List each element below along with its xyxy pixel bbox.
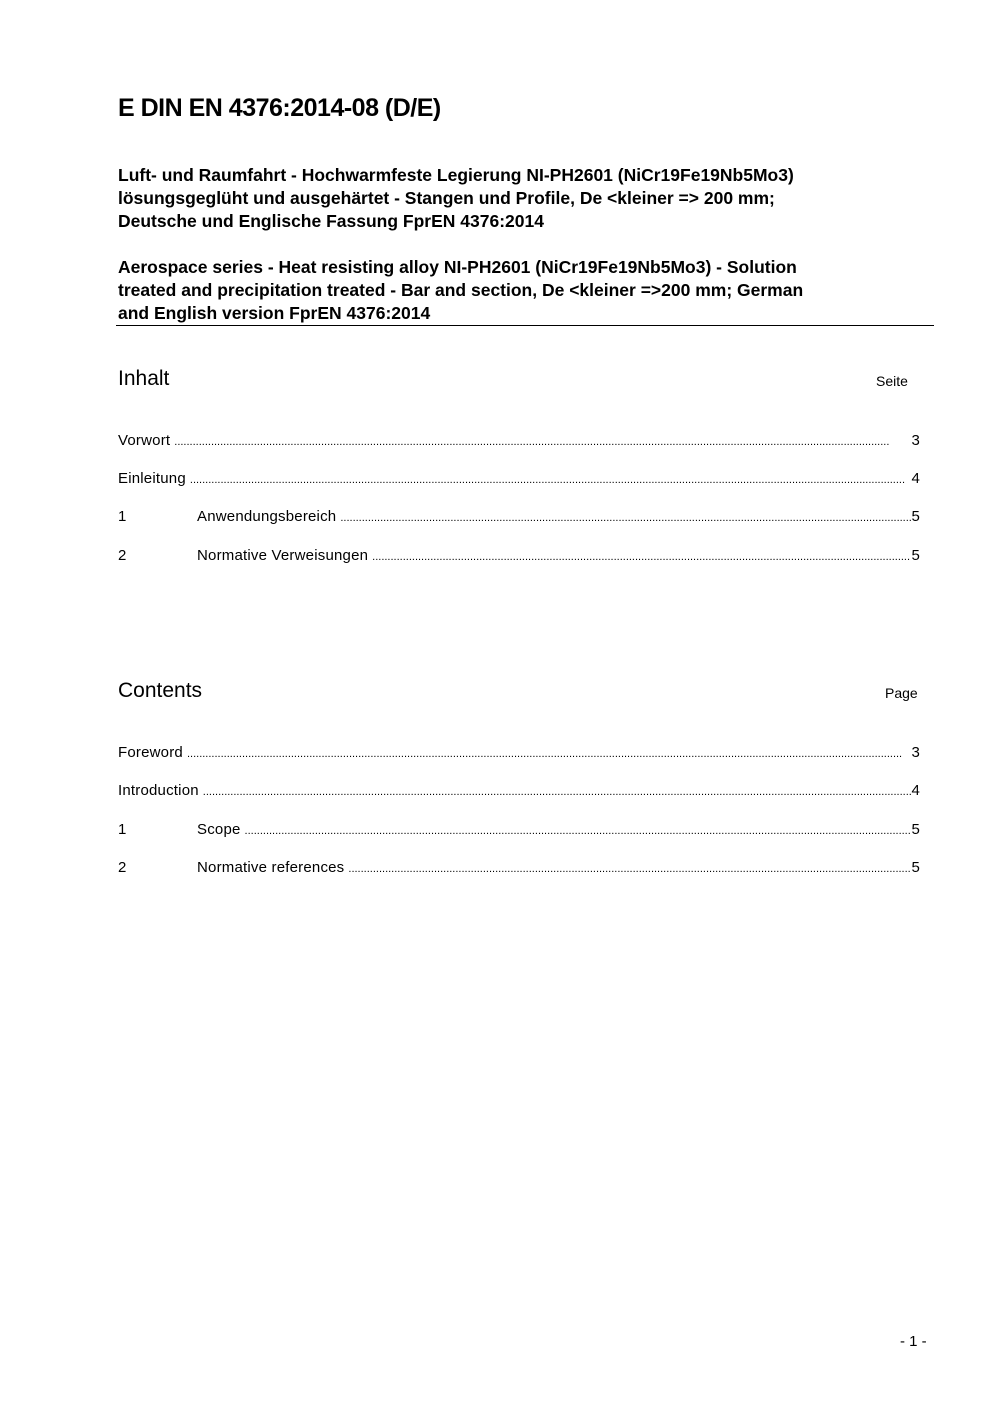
toc-page-label-english: Page [885,685,918,701]
toc-entry-label: Vorwort [118,432,171,449]
toc-entry-page: 4 [911,470,920,487]
title-divider [116,325,934,326]
toc-entry-page: 5 [911,821,920,838]
subtitle-english-line: Aerospace series - Heat resisting alloy NI-PH2601 (NiCr19Fe19Nb5Mo3) - Solution [118,257,797,277]
toc-entry-page: 3 [911,744,920,761]
toc-entry-number: 1 [118,508,127,525]
toc-leader-dots [187,745,911,762]
document-title: E DIN EN 4376:2014-08 (D/E) [118,94,441,122]
page-number: - 1 - [900,1333,927,1350]
subtitle-german-line: Deutsche und Englische Fassung FprEN 4376:2014 [118,211,544,231]
toc-entry[interactable] [118,432,920,450]
toc-entry-page: 5 [911,859,920,876]
toc-entry-label: Einleitung [118,470,186,487]
toc-leader-dots [190,471,912,488]
toc-entry[interactable] [118,744,920,762]
toc-entry-label: Anwendungsbereich [197,508,337,525]
toc-entry-label: Normative references [197,859,345,876]
subtitle-german-line: lösungsgeglüht und ausgehärtet - Stangen und Profile, De <kleiner => 200 mm; [118,188,775,208]
toc-entry-page: 5 [911,547,920,564]
subtitle-english [118,256,803,325]
toc-entry-label: Scope [197,821,241,838]
toc-leader-dots [245,822,912,839]
toc-entry-label: Normative Verweisungen [197,547,369,564]
toc-entry-label: Foreword [118,744,183,761]
toc-entry-page: 4 [911,782,920,799]
toc-leader-dots [203,783,912,800]
toc-entry-label: Introduction [118,782,199,799]
toc-entry-page: 5 [911,508,920,525]
toc-page-label-german: Seite [876,373,908,389]
toc-leader-dots [372,548,911,565]
subtitle-english-line: and English version FprEN 4376:2014 [118,303,431,323]
toc-heading-english: Contents [118,679,203,702]
toc-entry[interactable] [118,470,920,488]
toc-entry[interactable] [118,859,920,877]
toc-entry-number: 2 [118,859,127,876]
subtitle-german [118,164,794,233]
toc-entry[interactable] [118,782,920,800]
toc-leader-dots [348,860,911,877]
toc-entry-page: 3 [911,432,920,449]
toc-heading-german: Inhalt [118,367,170,390]
toc-entry[interactable] [118,547,920,565]
toc-leader-dots [340,509,911,526]
toc-entry[interactable] [118,508,920,526]
subtitle-german-line: Luft- und Raumfahrt - Hochwarmfeste Legierung NI-PH2601 (NiCr19Fe19Nb5Mo3) [118,165,794,185]
toc-entry-number: 2 [118,547,127,564]
subtitle-english-line: treated and precipitation treated - Bar and section, De <kleiner =>200 mm; German [118,280,804,300]
toc-entry[interactable] [118,821,920,839]
toc-entry-number: 1 [118,821,127,838]
toc-leader-dots [174,433,911,450]
